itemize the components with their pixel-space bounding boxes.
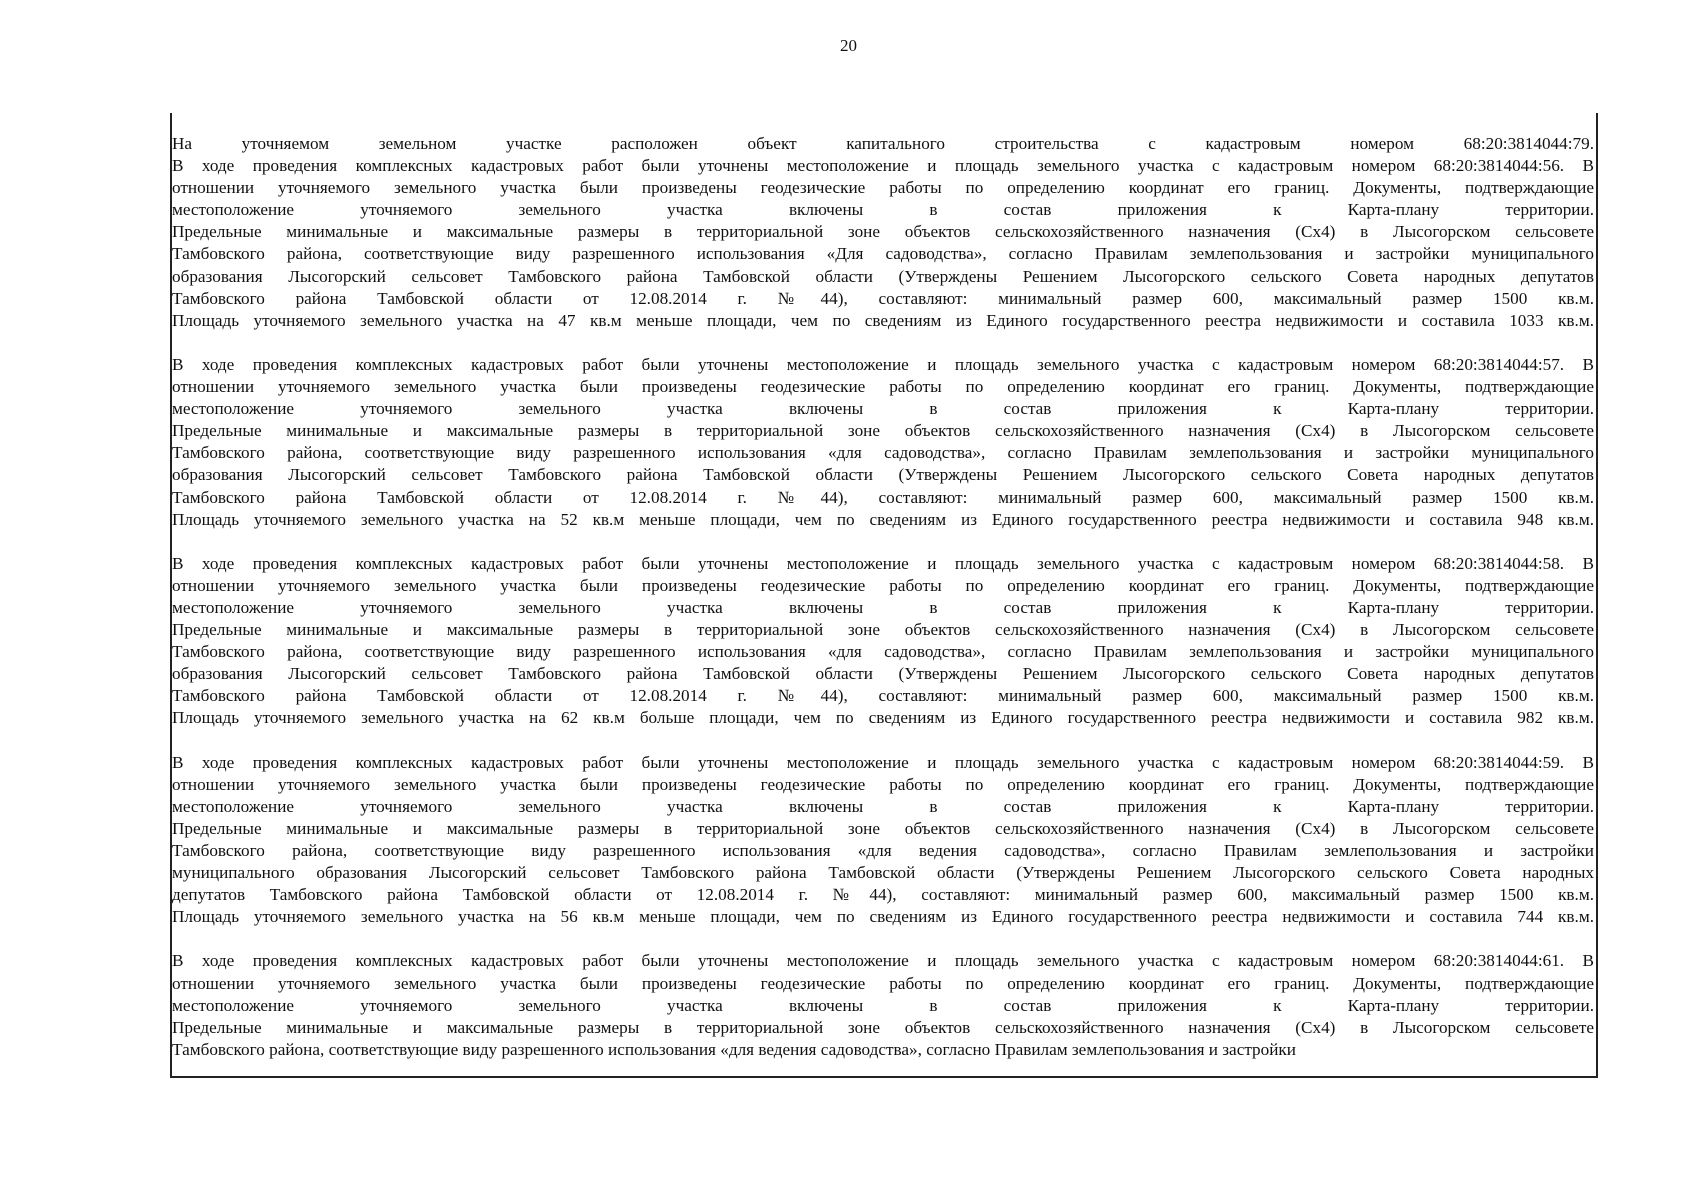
text-line: образования Лысогорский сельсовет Тамбовского района Тамбовской области (Утверждены Решением Лысогорского сельского Совета народных депутатов bbox=[172, 465, 1594, 485]
text-line: отношении уточняемого земельного участка были произведены геодезические работы по определению координат его границ. Документы, подтверждающие bbox=[172, 178, 1594, 198]
text-line: В ходе проведения комплексных кадастровых работ были уточнены местоположение и площадь земельного участка с кадастровым номером 68:20:3814044:56. В bbox=[172, 156, 1594, 176]
paragraph-2 bbox=[172, 354, 1594, 531]
text-line: образования Лысогорский сельсовет Тамбовского района Тамбовской области (Утверждены Решением Лысогорского сельского Совета народных депутатов bbox=[172, 664, 1594, 684]
text-line: На уточняемом земельном участке расположен объект капитального строительства с кадастровым номером 68:20:3814044:79. bbox=[172, 134, 1594, 153]
text-line: В ходе проведения комплексных кадастровых работ были уточнены местоположение и площадь земельного участка с кадастровым номером 68:20:3814044:59. В bbox=[172, 752, 1594, 772]
paragraph-4 bbox=[172, 752, 1594, 929]
paragraph-gap bbox=[172, 332, 1594, 354]
text-line: местоположение уточняемого земельного участка включены в состав приложения к Карта-плану территории. bbox=[172, 597, 1594, 617]
paragraph-5 bbox=[172, 950, 1594, 1060]
text-line: муниципального образования Лысогорский сельсовет Тамбовского района Тамбовской области (Утверждены Решением Лысогорского сельского Совета народных bbox=[172, 863, 1594, 883]
paragraph-gap bbox=[172, 531, 1594, 553]
text-line: образования Лысогорский сельсовет Тамбовского района Тамбовской области (Утверждены Решением Лысогорского сельского Совета народных депутатов bbox=[172, 266, 1594, 286]
text-line: отношении уточняемого земельного участка были произведены геодезические работы по определению координат его границ. Документы, подтверждающие bbox=[172, 774, 1594, 794]
text-line: Тамбовского района Тамбовской области от 12.08.2014 г. №44), составляют: минимальный размер 600, максимальный размер 1500 кв.м. bbox=[172, 686, 1594, 706]
text-line: Предельные минимальные и максимальные размеры в территориальной зоне объектов сельскохозяйственного назначения (Сх4) в Лысогорском сельсовете bbox=[172, 620, 1594, 640]
text-line: Тамбовского района, соответствующие виду разрешенного использования «Для садоводства», согласно Правилам землепользования и застройки муниципального bbox=[172, 244, 1594, 264]
paragraph-gap bbox=[172, 928, 1594, 950]
text-line: Тамбовского района Тамбовской области от 12.08.2014 г. №44), составляют: минимальный размер 600, максимальный размер 1500 кв.м. bbox=[172, 487, 1594, 507]
text-line: отношении уточняемого земельного участка были произведены геодезические работы по определению координат его границ. Документы, подтверждающие bbox=[172, 575, 1594, 595]
text-line: местоположение уточняемого земельного участка включены в состав приложения к Карта-плану территории. bbox=[172, 796, 1594, 816]
text-line: Тамбовского района, соответствующие виду разрешенного использования «для ведения садоводства», согласно Правилам землепользования и застройки bbox=[172, 1039, 1296, 1059]
text-line: Площадь уточняемого земельного участка на 52 кв.м меньше площади, чем по сведениям из Единого государственного реестра недвижимости и составила 948 кв.м. bbox=[172, 509, 1594, 529]
text-line: отношении уточняемого земельного участка были произведены геодезические работы по определению координат его границ. Документы, подтверждающие bbox=[172, 377, 1594, 397]
text-line: В ходе проведения комплексных кадастровых работ были уточнены местоположение и площадь земельного участка с кадастровым номером 68:20:3814044:58. В bbox=[172, 553, 1594, 573]
text-line: Предельные минимальные и максимальные размеры в территориальной зоне объектов сельскохозяйственного назначения (Сх4) в Лысогорском сельсовете bbox=[172, 222, 1594, 242]
text-line: Тамбовского района, соответствующие виду разрешенного использования «для ведения садоводства», согласно Правилам землепользования и застройки bbox=[172, 841, 1594, 860]
paragraph-gap bbox=[172, 730, 1594, 752]
text-line: В ходе проведения комплексных кадастровых работ были уточнены местоположение и площадь земельного участка с кадастровым номером 68:20:3814044:57. В bbox=[172, 354, 1594, 374]
text-line: Тамбовского района, соответствующие виду разрешенного использования «для садоводства», согласно Правилам землепользования и застройки муниципального bbox=[172, 642, 1594, 662]
text-line: местоположение уточняемого земельного участка включены в состав приложения к Карта-плану территории. bbox=[172, 200, 1594, 220]
paragraph-3 bbox=[172, 553, 1594, 730]
text-line: Предельные минимальные и максимальные размеры в территориальной зоне объектов сельскохозяйственного назначения (Сх4) в Лысогорском сельсовете bbox=[172, 1017, 1594, 1037]
paragraph-1 bbox=[172, 133, 1594, 332]
text-line: Площадь уточняемого земельного участка на 56 кв.м меньше площади, чем по сведениям из Единого государственного реестра недвижимости и составила 744 кв.м. bbox=[172, 907, 1594, 927]
text-line: депутатов Тамбовского района Тамбовской области от 12.08.2014 г. №44), составляют: минимальный размер 600, максимальный размер 1500 кв.м. bbox=[172, 885, 1594, 905]
text-line: местоположение уточняемого земельного участка включены в состав приложения к Карта-плану территории. bbox=[172, 399, 1594, 419]
text-line: Тамбовского района Тамбовской области от 12.08.2014 г. №44), составляют: минимальный размер 600, максимальный размер 1500 кв.м. bbox=[172, 288, 1594, 308]
text-line: Тамбовского района, соответствующие виду разрешенного использования «для садоводства», согласно Правилам землепользования и застройки муниципального bbox=[172, 443, 1594, 463]
text-line: Площадь уточняемого земельного участка на 62 кв.м больше площади, чем по сведениям из Единого государственного реестра недвижимости и составила 982 кв.м. bbox=[172, 708, 1594, 728]
page-number: 20 bbox=[840, 36, 857, 55]
document-body bbox=[172, 133, 1594, 1061]
text-line: отношении уточняемого земельного участка были произведены геодезические работы по определению координат его границ. Документы, подтверждающие bbox=[172, 973, 1594, 993]
text-line: местоположение уточняемого земельного участка включены в состав приложения к Карта-плану территории. bbox=[172, 995, 1594, 1015]
text-line: Предельные минимальные и максимальные размеры в территориальной зоне объектов сельскохозяйственного назначения (Сх4) в Лысогорском сельсовете bbox=[172, 421, 1594, 441]
text-line: В ходе проведения комплексных кадастровых работ были уточнены местоположение и площадь земельного участка с кадастровым номером 68:20:3814044:61. В bbox=[172, 951, 1594, 971]
text-line: Предельные минимальные и максимальные размеры в территориальной зоне объектов сельскохозяйственного назначения (Сх4) в Лысогорском сельсовете bbox=[172, 818, 1594, 838]
text-line: Площадь уточняемого земельного участка на 47 кв.м меньше площади, чем по сведениям из Единого государственного реестра недвижимости и составила 1033 кв.м. bbox=[172, 310, 1594, 330]
